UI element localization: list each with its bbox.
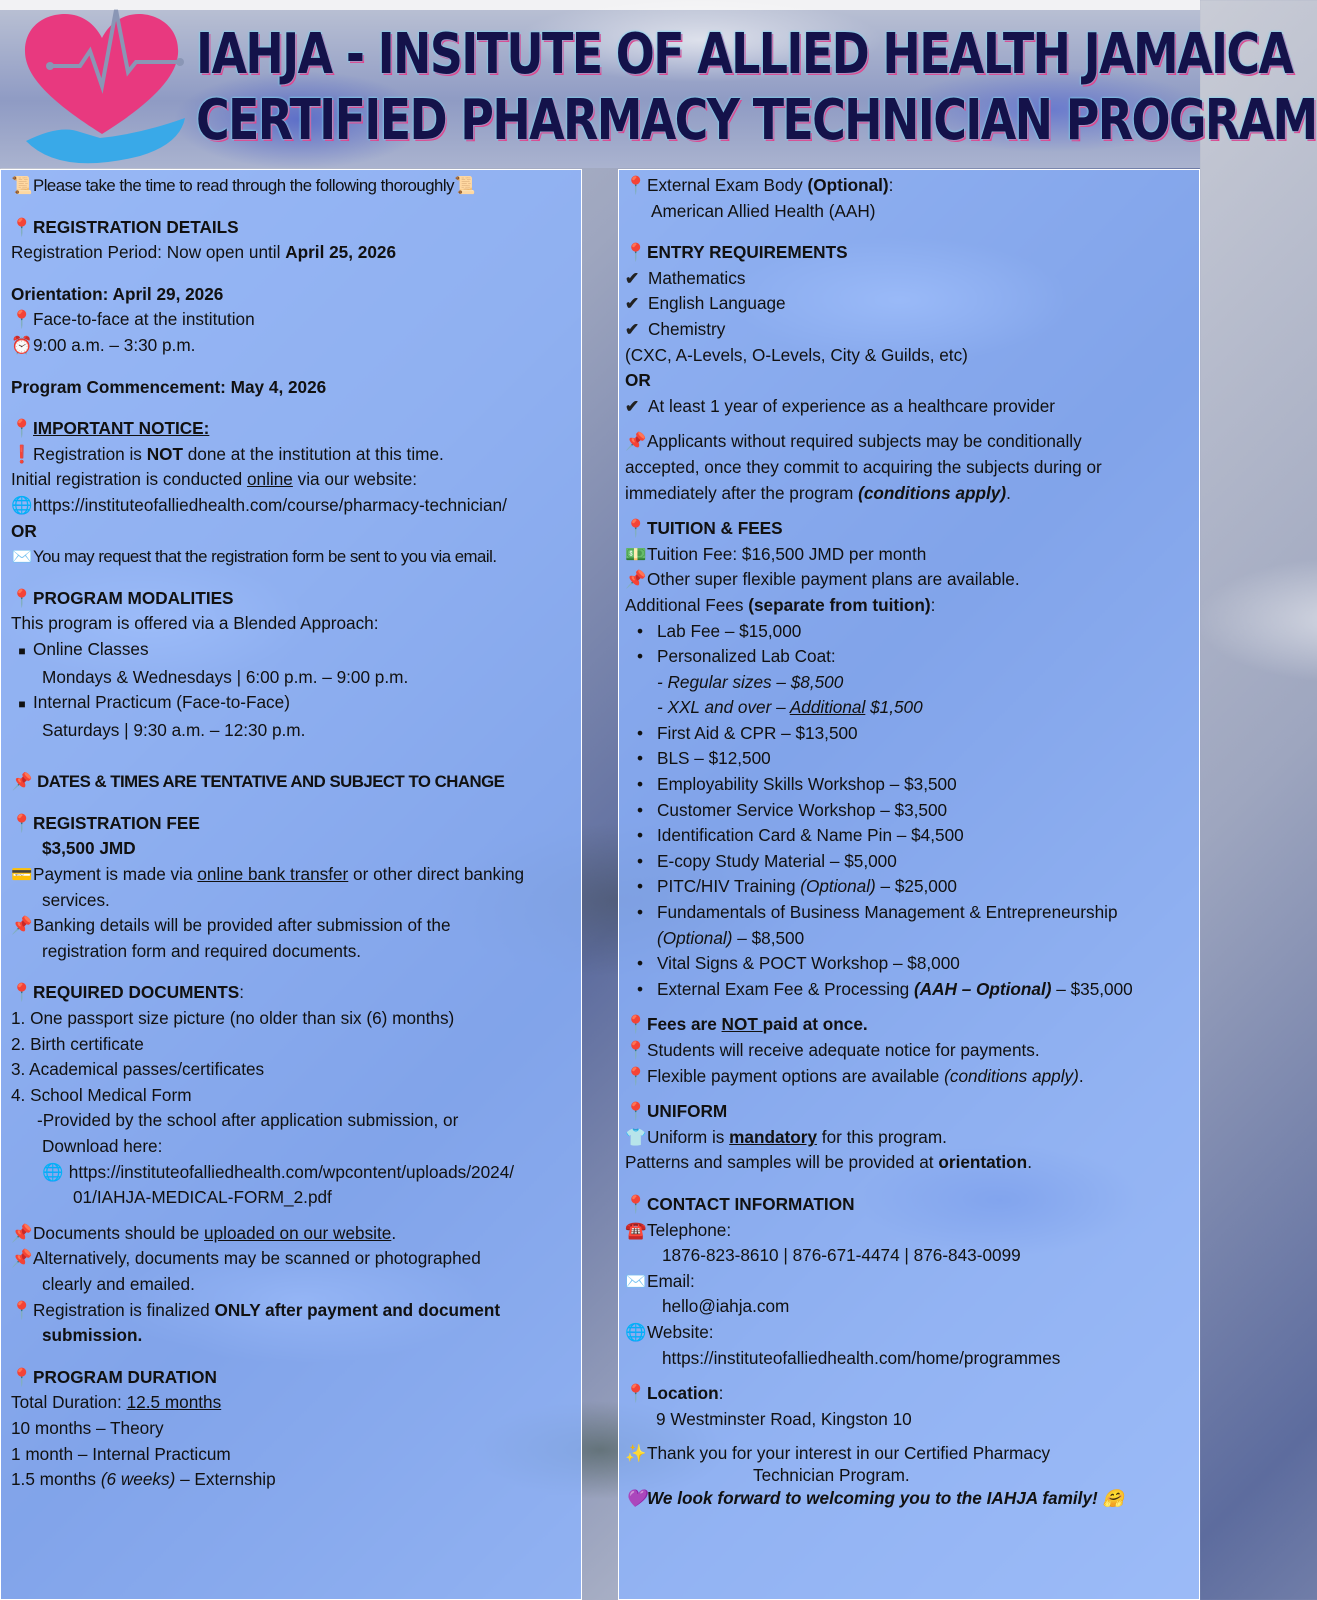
fee-item: • Fundamentals of Business Management & Entrepreneurship: [625, 900, 1199, 926]
square-bullet-icon: ■: [18, 697, 26, 712]
pin-icon: 📍: [11, 216, 33, 237]
medical-form-url-link[interactable]: 🌐 https://instituteofalliedhealth.com/wpcontent/uploads/2024/: [11, 1160, 581, 1186]
payment-method-line: 💳Payment is made via online bank transfer or other direct banking: [11, 862, 581, 888]
website-label: 🌐Website:: [625, 1320, 1199, 1346]
location-address: 9 Westminster Road, Kingston 10: [656, 1408, 912, 1429]
envelope-icon: ✉️: [11, 547, 33, 567]
scroll-icon: 📜: [454, 175, 476, 195]
modalities-heading: 📍PROGRAM MODALITIES: [11, 586, 581, 612]
fee-item: • First Aid & CPR – $13,500: [625, 721, 1199, 747]
heart-hand-logo-icon: [20, 6, 185, 166]
entry-requirements-heading: 📍ENTRY REQUIREMENTS: [625, 240, 1199, 266]
duration-theory: 10 months – Theory: [11, 1417, 164, 1438]
flexible-options: 📍Flexible payment options are available (conditions apply).: [625, 1064, 1199, 1090]
intro-line: 📜Please take the time to read through the following thoroughly📜: [11, 173, 581, 199]
payment-method-line-2: services.: [42, 889, 110, 910]
fee-item: • Lab Fee – $15,000: [625, 619, 1199, 645]
tshirt-icon: 👕: [625, 1126, 647, 1147]
header-title-line-2: CERTIFIED PHARMACY TECHNICIAN PROGRAM: [196, 88, 1317, 153]
fee-item: • BLS – $12,500: [625, 746, 1199, 772]
entry-qualifications: (CXC, A-Levels, O-Levels, City & Guilds, etc): [625, 344, 968, 365]
checkmark-icon: ✔: [625, 267, 640, 288]
registration-url-link[interactable]: 🌐https://instituteofalliedhealth.com/course/pharmacy-technician/: [11, 493, 581, 519]
required-documents-heading: 📍REQUIRED DOCUMENTS:: [11, 980, 581, 1006]
email-label: ✉️Email:: [625, 1269, 1199, 1295]
fee-item: • Customer Service Workshop – $3,500: [625, 798, 1199, 824]
orientation-location: 📍Face-to-face at the institution: [11, 307, 581, 333]
exam-body-name: American Allied Health (AAH): [651, 200, 876, 221]
header-title-line-1: IAHJA - INSITUTE OF ALLIED HEALTH JAMAICA: [196, 22, 1293, 87]
pin-icon: 📍: [625, 1383, 647, 1404]
orientation-date: Orientation: April 29, 2026: [11, 283, 224, 304]
purple-heart-icon: 💜: [625, 1488, 647, 1509]
right-column: [618, 169, 1200, 1600]
conditional-note-3: immediately after the program (conditions apply).: [625, 482, 1011, 503]
important-notice-heading: 📍IMPORTANT NOTICE:: [11, 416, 581, 442]
fee-item: • PITC/HIV Training (Optional) – $25,000: [625, 874, 1199, 900]
globe-icon: 🌐: [11, 494, 33, 515]
finalized-note: 📍Registration is finalized ONLY after payment and document: [11, 1298, 581, 1324]
hugging-face-icon: 🤗: [1102, 1488, 1124, 1509]
money-icon: 💵: [625, 543, 647, 564]
banking-details-line: 📌Banking details will be provided after submission of the: [11, 913, 581, 939]
duration-externship: 1.5 months (6 weeks) – Externship: [11, 1469, 276, 1490]
modality-practicum-time: Saturdays | 9:30 a.m. – 12:30 p.m.: [42, 719, 306, 740]
pin-icon: 📍: [625, 1014, 647, 1035]
tuition-fee: 💵Tuition Fee: $16,500 JMD per month: [625, 542, 1199, 568]
contact-heading: 📍CONTACT INFORMATION: [625, 1192, 1199, 1218]
checkmark-icon: ✔: [625, 293, 640, 314]
notice-email-line: ✉️You may request that the registration form be sent to you via email.: [11, 544, 581, 570]
pin-icon: 📍: [11, 982, 33, 1003]
pin-icon: 📍: [11, 418, 33, 439]
modality-online-time: Mondays & Wednesdays | 6:00 p.m. – 9:00 p.m.: [42, 666, 409, 687]
document-item: 4. School Medical Form: [11, 1084, 192, 1105]
pin-icon: 📍: [11, 812, 33, 833]
duration-total: Total Duration: 12.5 months: [11, 1392, 222, 1413]
pin-icon: 📍: [625, 518, 647, 539]
fee-item: • Employability Skills Workshop – $3,500: [625, 772, 1199, 798]
registration-fee-amount: $3,500 JMD: [42, 838, 136, 859]
pin-icon: 📍: [625, 1193, 647, 1214]
square-bullet-icon: ■: [18, 643, 26, 658]
envelope-icon: ✉️: [625, 1270, 647, 1291]
program-commencement: Program Commencement: May 4, 2026: [11, 376, 327, 397]
duration-heading: 📍PROGRAM DURATION: [11, 1365, 581, 1391]
registration-period: Registration Period: Now open until April 25, 2026: [11, 242, 397, 263]
sparkles-icon: ✨: [625, 1443, 647, 1464]
telephone-label: ☎️Telephone:: [625, 1218, 1199, 1244]
tentative-warning: 📌 DATES & TIMES ARE TENTATIVE AND SUBJECT TO CHANGE: [11, 769, 581, 795]
alternative-note-2: clearly and emailed.: [42, 1273, 195, 1294]
payment-notice: 📍Students will receive adequate notice for payments.: [625, 1038, 1199, 1064]
checkmark-icon: ✔: [625, 318, 640, 339]
pin-icon: 📍: [11, 1299, 33, 1320]
website-link[interactable]: https://instituteofalliedhealth.com/home/programmes: [662, 1347, 1061, 1368]
entry-item: ✔ English Language: [625, 291, 1199, 317]
or-label: OR: [625, 370, 651, 391]
pin-icon: 📍: [625, 1065, 647, 1086]
registration-heading: 📍REGISTRATION DETAILS: [11, 215, 581, 241]
fee-item: • Personalized Lab Coat:: [625, 644, 1199, 670]
pin-icon: 📍: [625, 1101, 647, 1122]
globe-icon: 🌐: [42, 1161, 64, 1182]
document-item: 3. Academical passes/certificates: [11, 1059, 265, 1080]
entry-item: ✔ Chemistry: [625, 317, 1199, 343]
modality-online: ■ Online Classes: [11, 637, 581, 665]
orientation-time: ⏰9:00 a.m. – 3:30 p.m.: [11, 333, 581, 359]
welcome-line: 💜We look forward to welcoming you to the IAHJA family! 🤗: [625, 1486, 1199, 1512]
pushpin-icon: 📌: [11, 1248, 33, 1269]
alternative-note: 📌Alternatively, documents may be scanned or photographed: [11, 1246, 581, 1272]
notice-line-2: Initial registration is conducted online via our website:: [11, 469, 418, 490]
exclamation-icon: ❗: [11, 443, 33, 464]
medical-form-note: -Provided by the school after application submission, or: [37, 1110, 459, 1131]
registration-fee-heading: 📍REGISTRATION FEE: [11, 811, 581, 837]
uniform-heading: 📍UNIFORM: [625, 1099, 1199, 1125]
thank-you-line-2: Technician Program.: [753, 1465, 910, 1486]
entry-item: ✔ Mathematics: [625, 266, 1199, 292]
fee-subitem: - XXL and over – Additional $1,500: [657, 697, 923, 718]
pin-icon: 📍: [11, 587, 33, 608]
document-item: 2. Birth certificate: [11, 1033, 144, 1054]
payment-plans: 📌Other super flexible payment plans are available.: [625, 567, 1199, 593]
fee-item: • External Exam Fee & Processing (AAH – Optional) – $35,000: [625, 977, 1199, 1003]
fees-not-at-once: 📍Fees are NOT paid at once.: [625, 1012, 1199, 1038]
fee-subitem: - Regular sizes – $8,500: [657, 671, 844, 692]
pin-icon: 📍: [11, 309, 33, 330]
telephone-icon: ☎️: [625, 1219, 647, 1240]
left-column: [0, 169, 582, 1600]
modalities-intro: This program is offered via a Blended Approach:: [11, 613, 379, 634]
telephone-numbers[interactable]: 1876-823-8610 | 876-671-4474 | 876-843-0099: [662, 1245, 1021, 1266]
exam-body-line: 📍External Exam Body (Optional):: [625, 173, 1199, 199]
credit-card-icon: 💳: [11, 864, 33, 885]
pushpin-icon: 📌: [625, 569, 647, 590]
fee-item: • E-copy Study Material – $5,000: [625, 849, 1199, 875]
thank-you-line: ✨Thank you for your interest in our Certified Pharmacy: [625, 1443, 1051, 1464]
duration-practicum: 1 month – Internal Practicum: [11, 1443, 231, 1464]
pushpin-icon: 📌: [11, 772, 33, 792]
entry-experience: ✔ At least 1 year of experience as a healthcare provider: [625, 394, 1199, 420]
globe-icon: 🌐: [625, 1321, 647, 1342]
notice-line-1: ❗Registration is NOT done at the institution at this time.: [11, 442, 581, 468]
medical-form-url-link-2[interactable]: 01/IAHJA-MEDICAL-FORM_2.pdf: [73, 1187, 332, 1208]
scroll-icon: 📜: [11, 175, 33, 195]
uniform-mandatory: 👕Uniform is mandatory for this program.: [625, 1125, 1199, 1151]
fee-item-continued: (Optional) – $8,500: [657, 927, 805, 948]
alarm-clock-icon: ⏰: [11, 334, 33, 355]
banking-details-line-2: registration form and required documents.: [42, 940, 362, 961]
additional-fees-heading: Additional Fees (separate from tuition):: [625, 594, 936, 615]
conditional-note: 📌Applicants without required subjects may be conditionally: [625, 429, 1199, 455]
fee-item: • Identification Card & Name Pin – $4,500: [625, 823, 1199, 849]
finalized-note-2: submission.: [42, 1325, 143, 1346]
location-heading: 📍Location:: [625, 1381, 1199, 1407]
pin-icon: 📍: [625, 175, 647, 195]
uniform-patterns: Patterns and samples will be provided at orientation.: [625, 1152, 1032, 1173]
pin-icon: 📍: [625, 242, 647, 263]
checkmark-icon: ✔: [625, 395, 640, 416]
tuition-heading: 📍TUITION & FEES: [625, 516, 1199, 542]
pin-icon: 📍: [625, 1040, 647, 1060]
fee-item: • Vital Signs & POCT Workshop – $8,000: [625, 951, 1199, 977]
or-label: OR: [11, 520, 37, 541]
pushpin-icon: 📌: [11, 1222, 33, 1243]
upload-note: 📌Documents should be uploaded on our website.: [11, 1221, 581, 1247]
modality-practicum: ■ Internal Practicum (Face-to-Face): [11, 690, 581, 718]
header-banner: [0, 0, 1317, 168]
conditional-note-2: accepted, once they commit to acquiring the subjects during or: [625, 456, 1102, 477]
medical-form-download: Download here:: [42, 1136, 163, 1156]
pin-icon: 📍: [11, 1366, 33, 1387]
email-link[interactable]: hello@iahja.com: [662, 1296, 790, 1317]
document-item: 1. One passport size picture (no older than six (6) months): [11, 1008, 455, 1029]
pushpin-icon: 📌: [625, 431, 647, 452]
pushpin-icon: 📌: [11, 915, 33, 936]
